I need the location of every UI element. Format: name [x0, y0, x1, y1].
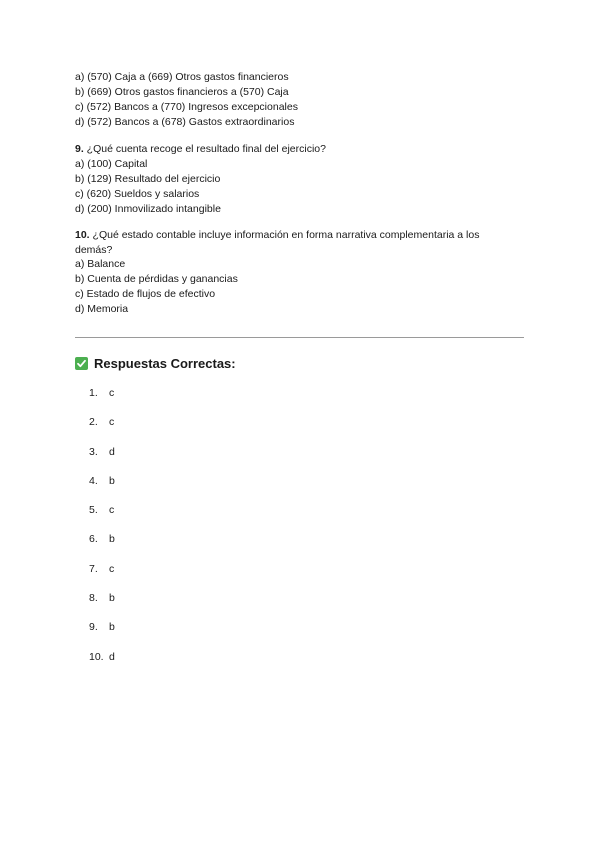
question-10	[75, 228, 505, 317]
list-item	[89, 620, 115, 649]
list-item	[89, 591, 115, 620]
item-number: 3.	[89, 445, 98, 458]
list-item	[89, 386, 115, 415]
option-b: b) Cuenta de pérdidas y ganancias	[75, 273, 238, 285]
item-number: 4.	[89, 474, 98, 487]
item-answer: b	[109, 533, 115, 546]
list-item	[89, 503, 115, 532]
question-number: 9.	[75, 143, 84, 155]
option-b: b) (129) Resultado del ejercicio	[75, 173, 221, 185]
question-number: 10.	[75, 229, 90, 241]
option-d: d) Memoria	[75, 303, 129, 315]
option-c: c) Estado de flujos de efectivo	[75, 288, 216, 300]
item-answer: b	[109, 474, 115, 487]
option-c: c) (572) Bancos a (770) Ingresos excepcionales	[75, 101, 298, 113]
question-9	[75, 142, 525, 217]
item-answer: c	[109, 416, 115, 429]
item-number: 2.	[89, 416, 98, 429]
item-answer: c	[109, 562, 115, 575]
item-number: 10.	[89, 650, 104, 663]
item-number: 8.	[89, 592, 98, 605]
list-item	[89, 650, 115, 679]
check-mark-icon	[75, 357, 88, 370]
answers-list	[89, 386, 115, 679]
item-number: 5.	[89, 504, 98, 517]
item-answer: b	[109, 621, 115, 634]
item-answer: c	[109, 387, 115, 399]
option-a: a) (570) Caja a (669) Otros gastos financieros	[75, 71, 289, 83]
option-a: a) Balance	[75, 258, 126, 270]
list-item	[89, 474, 115, 503]
item-number: 9.	[89, 621, 98, 634]
question-prompt: ¿Qué estado contable incluye información en forma narrativa complementaria a los demás?	[75, 229, 480, 256]
item-answer: b	[109, 592, 115, 605]
list-item	[89, 445, 115, 474]
answers-title: Respuestas Correctas:	[94, 356, 236, 371]
item-number: 1.	[89, 387, 98, 399]
option-c: c) (620) Sueldos y salarios	[75, 188, 200, 200]
item-answer: c	[109, 504, 115, 517]
question-text	[75, 142, 525, 157]
horizontal-divider	[75, 337, 524, 338]
question-text	[75, 228, 505, 257]
option-d: d) (200) Inmovilizado intangible	[75, 203, 221, 215]
answers-heading	[75, 356, 236, 371]
list-item	[89, 415, 115, 444]
item-number: 7.	[89, 562, 98, 575]
item-answer: d	[109, 445, 115, 458]
question-prompt: ¿Qué cuenta recoge el resultado final del ejercicio?	[83, 143, 326, 155]
previous-question-options	[75, 70, 525, 130]
item-number: 6.	[89, 533, 98, 546]
list-item	[89, 532, 115, 561]
item-answer: d	[109, 650, 115, 663]
list-item	[89, 562, 115, 591]
option-a: a) (100) Capital	[75, 158, 148, 170]
option-b: b) (669) Otros gastos financieros a (570) Caja	[75, 86, 289, 98]
option-d: d) (572) Bancos a (678) Gastos extraordinarios	[75, 116, 295, 128]
